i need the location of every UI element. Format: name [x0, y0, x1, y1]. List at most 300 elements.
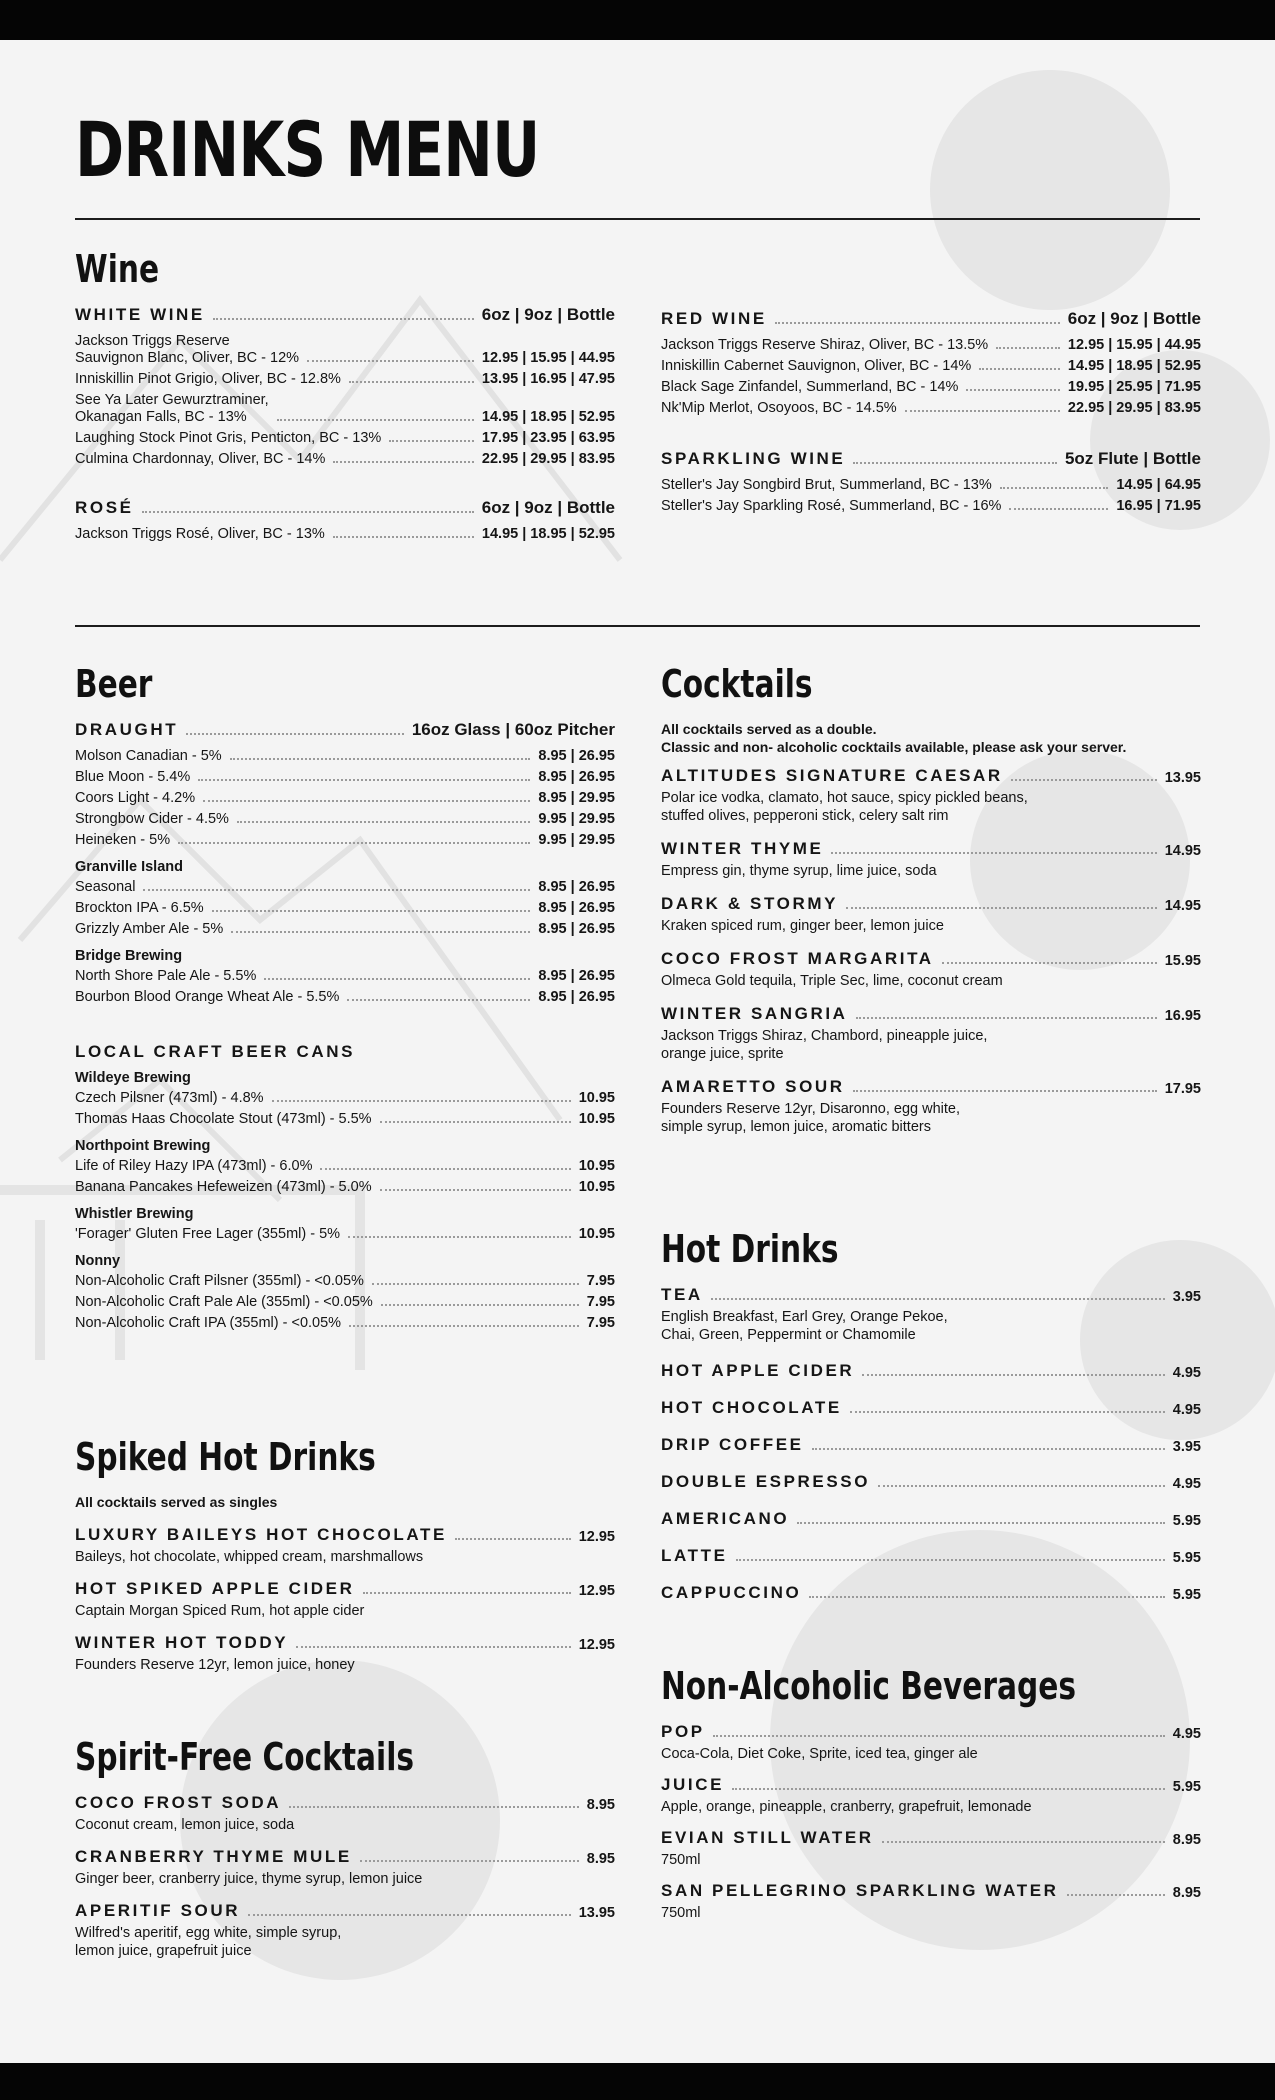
menu-row [75, 968, 615, 985]
dot-leader [850, 1411, 1165, 1413]
menu-row [75, 900, 615, 917]
menu-item [75, 1901, 615, 1960]
item-price: 5.95 [1172, 1513, 1201, 1529]
item-description [661, 1100, 1201, 1136]
dot-leader [856, 1017, 1157, 1019]
dot-leader [143, 889, 530, 891]
menu-item-header [661, 949, 1201, 969]
item-name: LATTE [661, 1546, 728, 1565]
item-name [75, 1294, 373, 1311]
item-name: HOT APPLE CIDER [661, 1361, 855, 1380]
item-name-line: Non-Alcoholic Craft Pale Ale (355ml) - <0.05% [75, 1294, 373, 1310]
item-price: 12.95 [578, 1529, 615, 1545]
menu-item-header [661, 1583, 1201, 1603]
item-name: DOUBLE ESPRESSO [661, 1472, 871, 1491]
item-name: CRANBERRY THYME MULE [75, 1847, 352, 1866]
menu-item [661, 766, 1201, 825]
item-name: EVIAN STILL WATER [661, 1828, 874, 1847]
item-name [661, 379, 958, 396]
dot-leader [349, 1325, 579, 1327]
dot-leader [878, 1485, 1165, 1487]
item-name [75, 769, 190, 786]
size-header: 6oz | 9oz | Bottle [1067, 309, 1201, 328]
item-price: 4.95 [1172, 1476, 1201, 1492]
section-heading-spiked: Spiked Hot Drinks [75, 1435, 376, 1479]
dot-leader [831, 852, 1156, 854]
dot-leader [178, 842, 530, 844]
item-description [661, 1798, 1201, 1816]
item-name-line: Molson Canadian - 5% [75, 748, 222, 764]
item-price: 8.95 | 26.95 [538, 968, 615, 984]
item-price: 16.95 | 71.95 [1116, 498, 1201, 514]
item-name [75, 1179, 372, 1196]
wine-right-column [661, 305, 1201, 519]
item-name [75, 790, 195, 807]
item-description [75, 1602, 615, 1620]
menu-row [75, 1090, 615, 1107]
menu-row [75, 1315, 615, 1332]
dot-leader [1011, 779, 1157, 781]
page-title: DRINKS MENU [75, 105, 540, 194]
item-name: DARK & STORMY [661, 894, 839, 913]
subsection-name: WHITE WINE [75, 305, 205, 324]
item-price: 5.95 [1172, 1779, 1201, 1795]
subsection-header [75, 498, 615, 518]
dot-leader [231, 931, 530, 933]
dot-leader [296, 1646, 571, 1648]
menu-row [661, 400, 1201, 417]
wine-section [75, 245, 615, 547]
item-name [75, 1273, 364, 1290]
menu-item-header [661, 1722, 1201, 1742]
item-price: 14.95 | 64.95 [1116, 477, 1201, 493]
item-name-line: Nk'Mip Merlot, Osoyoos, BC - 14.5% [661, 400, 897, 416]
section-heading-non-alcoholic: Non-Alcoholic Beverages [661, 1664, 1076, 1708]
section-heading-hot-drinks: Hot Drinks [661, 1227, 839, 1271]
dot-leader [979, 368, 1060, 370]
menu-item-header [75, 1525, 615, 1545]
item-name-line: Non-Alcoholic Craft Pilsner (355ml) - <0.05% [75, 1273, 364, 1289]
dot-leader [230, 758, 531, 760]
item-name: CAPPUCCINO [661, 1583, 802, 1602]
cocktails-note [661, 720, 1201, 756]
item-price: 8.95 | 29.95 [538, 790, 615, 806]
menu-item [661, 1722, 1201, 1763]
menu-item-header [75, 1847, 615, 1867]
item-description [661, 972, 1201, 990]
item-name [75, 430, 381, 447]
menu-row [661, 498, 1201, 515]
menu-item [75, 1525, 615, 1566]
item-name-line: Coors Light - 4.2% [75, 790, 196, 806]
section-heading-spirit-free: Spirit-Free Cocktails [75, 1735, 414, 1779]
item-name [75, 1090, 264, 1107]
item-name-line: Culmina Chardonnay, Oliver, BC - 14% [75, 451, 326, 467]
subsection-header [75, 720, 615, 740]
menu-item [661, 1881, 1201, 1922]
item-price: 8.95 | 26.95 [538, 748, 615, 764]
subsection-name: LOCAL CRAFT BEER CANS [75, 1042, 356, 1061]
item-price: 8.95 | 26.95 [538, 769, 615, 785]
item-price: 9.95 | 29.95 [538, 811, 615, 827]
item-description [661, 789, 1201, 825]
dot-leader [272, 1100, 571, 1102]
dot-leader [853, 1090, 1157, 1092]
dot-leader [812, 1448, 1165, 1450]
item-price: 7.95 [586, 1294, 615, 1310]
menu-item [661, 1546, 1201, 1566]
menu-row [661, 379, 1201, 396]
item-description [661, 1027, 1201, 1063]
item-description-line: Jackson Triggs Shiraz, Chambord, pineapple juice, [661, 1028, 988, 1044]
spiked-note: All cocktails served as singles [75, 1494, 278, 1510]
menu-item [661, 839, 1201, 880]
item-name-line: 'Forager' Gluten Free Lager (355ml) - 5% [75, 1226, 341, 1242]
item-price: 9.95 | 29.95 [538, 832, 615, 848]
item-price: 10.95 [578, 1226, 615, 1242]
item-name-line: Grizzly Amber Ale - 5% [75, 921, 224, 937]
dot-leader [882, 1841, 1165, 1843]
dot-leader [360, 1860, 579, 1862]
dot-leader [809, 1596, 1164, 1598]
menu-row [75, 769, 615, 786]
item-price: 13.95 [578, 1905, 615, 1921]
dot-leader [349, 381, 474, 383]
item-name [75, 526, 325, 543]
item-price: 12.95 | 15.95 | 44.95 [1067, 337, 1201, 353]
subsection-header [661, 309, 1201, 329]
item-price: 4.95 [1172, 1365, 1201, 1381]
item-name: LUXURY BAILEYS HOT CHOCOLATE [75, 1525, 447, 1544]
item-name [661, 337, 988, 354]
spirit-free-section [75, 1733, 615, 1973]
menu-item [661, 1004, 1201, 1063]
item-name: TEA [661, 1285, 703, 1304]
brewery-label: Northpoint Brewing [75, 1138, 211, 1154]
menu-row [75, 526, 615, 543]
spiked-hot-drinks-section [75, 1433, 615, 1687]
item-name: COCO FROST MARGARITA [661, 949, 934, 968]
item-description-line: 750ml [661, 1852, 701, 1868]
item-name [75, 371, 341, 388]
menu-item [661, 1285, 1201, 1344]
item-price: 7.95 [586, 1315, 615, 1331]
item-description-line: Polar ice vodka, clamato, hot sauce, spicy pickled beans, [661, 790, 1028, 806]
dot-leader [347, 999, 530, 1001]
menu-row [75, 879, 615, 896]
item-description-line: Chai, Green, Peppermint or Chamomile [661, 1327, 916, 1343]
menu-item [661, 949, 1201, 990]
dot-leader [846, 907, 1157, 909]
section-heading-beer: Beer [75, 662, 153, 706]
dot-leader [996, 347, 1060, 349]
menu-item-header [661, 1285, 1201, 1305]
item-name [661, 400, 897, 417]
beer-section [75, 660, 615, 1336]
item-price: 15.95 [1164, 953, 1201, 969]
item-name: ALTITUDES SIGNATURE CAESAR [661, 766, 1003, 785]
menu-item-header [661, 1546, 1201, 1566]
dot-leader [212, 910, 531, 912]
menu-item-header [661, 1077, 1201, 1097]
menu-item [661, 1435, 1201, 1455]
item-description-line: English Breakfast, Earl Grey, Orange Pekoe, [661, 1309, 948, 1325]
cocktails-note-line-2: Classic and non- alcoholic cocktails available, please ask your server. [661, 739, 1127, 755]
item-description [75, 1870, 615, 1888]
menu-row [75, 790, 615, 807]
menu-row [75, 1294, 615, 1311]
item-price: 8.95 | 26.95 [538, 900, 615, 916]
item-price: 13.95 | 16.95 | 47.95 [481, 371, 615, 387]
item-name-line: Czech Pilsner (473ml) - 4.8% [75, 1090, 264, 1106]
menu-item-header [661, 894, 1201, 914]
brewery-label: Bridge Brewing [75, 948, 183, 964]
dot-leader [797, 1522, 1165, 1524]
menu-page [75, 40, 1200, 2063]
size-header: 16oz Glass | 60oz Pitcher [411, 720, 615, 739]
item-name [75, 811, 229, 828]
item-name-line: Laughing Stock Pinot Gris, Penticton, BC - 13% [75, 430, 382, 446]
item-name: DRIP COFFEE [661, 1435, 804, 1454]
divider [75, 218, 1200, 220]
item-name-line: See Ya Later Gewurztraminer, [75, 392, 269, 408]
item-description [75, 1924, 615, 1960]
brewery-label: Granville Island [75, 859, 183, 875]
dot-leader [381, 1304, 579, 1306]
menu-item [75, 1847, 615, 1888]
item-price: 10.95 [578, 1090, 615, 1106]
dot-leader [713, 1735, 1165, 1737]
menu-row [75, 451, 615, 468]
item-price: 16.95 [1164, 1008, 1201, 1024]
item-price: 14.95 | 18.95 | 52.95 [481, 526, 615, 542]
menu-item [661, 1398, 1201, 1418]
item-name [661, 498, 1001, 515]
item-name-line: Jackson Triggs Reserve Shiraz, Oliver, BC - 13.5% [661, 337, 989, 353]
cocktails-note-line-1: All cocktails served as a double. [661, 721, 877, 737]
item-name [75, 989, 339, 1006]
dot-leader [213, 318, 474, 320]
item-name-line: Thomas Haas Chocolate Stout (473ml) - 5.5% [75, 1111, 372, 1127]
item-name-line: Heineken - 5% [75, 832, 171, 848]
menu-item [661, 1509, 1201, 1529]
item-name [661, 477, 992, 494]
item-name: WINTER THYME [661, 839, 824, 858]
item-description [75, 1548, 615, 1566]
dot-leader [905, 410, 1060, 412]
dot-leader [198, 779, 530, 781]
item-name: COCO FROST SODA [75, 1793, 282, 1812]
item-price: 10.95 [578, 1158, 615, 1174]
item-description [661, 1851, 1201, 1869]
hot-drinks-section [661, 1225, 1201, 1620]
top-bar [0, 0, 1275, 40]
subsection-header [661, 449, 1201, 469]
dot-leader [862, 1374, 1164, 1376]
menu-row [661, 477, 1201, 494]
subsection-name: SPARKLING WINE [661, 449, 846, 468]
dot-leader [711, 1298, 1165, 1300]
item-price: 5.95 [1172, 1587, 1201, 1603]
menu-item-header [75, 1633, 615, 1653]
menu-item [661, 1472, 1201, 1492]
menu-item [661, 894, 1201, 935]
dot-leader [775, 322, 1060, 324]
menu-row [75, 748, 615, 765]
item-description-line: Baileys, hot chocolate, whipped cream, marshmallows [75, 1549, 424, 1565]
section-heading-wine: Wine [75, 247, 160, 291]
brewery-label: Nonny [75, 1253, 121, 1269]
dot-leader [380, 1121, 571, 1123]
item-description-line: Founders Reserve 12yr, lemon juice, honey [75, 1657, 355, 1673]
item-name: APERITIF SOUR [75, 1901, 241, 1920]
dot-leader [333, 461, 474, 463]
menu-item-header [661, 1881, 1201, 1901]
dot-leader [389, 440, 474, 442]
item-name-line: Brockton IPA - 6.5% [75, 900, 204, 916]
menu-row [661, 337, 1201, 354]
menu-item-header [75, 1793, 615, 1813]
item-name [75, 900, 204, 917]
dot-leader [333, 536, 474, 538]
item-name-line: Inniskillin Cabernet Sauvignon, Oliver, BC - 14% [661, 358, 972, 374]
item-name-line: Steller's Jay Sparkling Rosé, Summerland, BC - 16% [661, 498, 1002, 514]
item-name: HOT CHOCOLATE [661, 1398, 842, 1417]
item-name: AMARETTO SOUR [661, 1077, 845, 1096]
menu-item-header [661, 1509, 1201, 1529]
item-name: POP [661, 1722, 705, 1741]
dot-leader [203, 800, 530, 802]
dot-leader [455, 1538, 571, 1540]
subsection-name: RED WINE [661, 309, 767, 328]
dot-leader [248, 1914, 571, 1916]
item-price: 4.95 [1172, 1402, 1201, 1418]
item-name [661, 358, 971, 375]
menu-row [75, 430, 615, 447]
subsection-name: ROSÉ [75, 498, 134, 517]
item-description-line: stuffed olives, pepperoni stick, celery salt rim [661, 808, 949, 824]
item-name: HOT SPIKED APPLE CIDER [75, 1579, 355, 1598]
dot-leader [942, 962, 1157, 964]
item-name-line: Blue Moon - 5.4% [75, 769, 191, 785]
section-heading-cocktails: Cocktails [661, 662, 813, 706]
menu-row [75, 1226, 615, 1243]
brewery-label: Whistler Brewing [75, 1206, 194, 1222]
item-description-line: Apple, orange, pineapple, cranberry, grapefruit, lemonade [661, 1799, 1032, 1815]
menu-item-header [661, 1004, 1201, 1024]
menu-row [75, 333, 615, 367]
cocktails-section [661, 660, 1201, 1150]
item-price: 4.95 [1172, 1726, 1201, 1742]
item-name-line: Steller's Jay Songbird Brut, Summerland, BC - 13% [661, 477, 992, 493]
item-price: 12.95 | 15.95 | 44.95 [481, 350, 615, 366]
item-name-line: Jackson Triggs Rosé, Oliver, BC - 13% [75, 526, 325, 542]
item-price: 13.95 [1164, 770, 1201, 786]
item-description-line: Coconut cream, lemon juice, soda [75, 1817, 295, 1833]
dot-leader [277, 419, 474, 421]
dot-leader [307, 360, 474, 362]
dot-leader [320, 1168, 570, 1170]
dot-leader [966, 389, 1060, 391]
item-description [75, 1816, 615, 1834]
item-name-line: Inniskillin Pinot Grigio, Oliver, BC - 12.8% [75, 371, 341, 387]
item-price: 10.95 [578, 1111, 615, 1127]
dot-leader [264, 978, 530, 980]
item-name-line: Strongbow Cider - 4.5% [75, 811, 229, 827]
item-name [75, 1111, 372, 1128]
menu-item [661, 1077, 1201, 1136]
menu-row [75, 1179, 615, 1196]
menu-item [661, 1583, 1201, 1603]
item-description [75, 1656, 615, 1674]
item-description-line: simple syrup, lemon juice, aromatic bitters [661, 1119, 931, 1135]
dot-leader [348, 1236, 571, 1238]
dot-leader [736, 1559, 1165, 1561]
brewery-label: Wildeye Brewing [75, 1070, 191, 1086]
item-price: 14.95 [1164, 843, 1201, 859]
menu-item [75, 1793, 615, 1834]
menu-row [75, 371, 615, 388]
item-name: WINTER SANGRIA [661, 1004, 848, 1023]
item-name [75, 1315, 341, 1332]
item-price: 8.95 | 26.95 [538, 879, 615, 895]
item-description-line: Empress gin, thyme syrup, lime juice, soda [661, 863, 937, 879]
item-name [75, 392, 269, 426]
bottom-bar [0, 2063, 1275, 2100]
item-name-line: Sauvignon Blanc, Oliver, BC - 12% [75, 350, 300, 366]
item-description-line: orange juice, sprite [661, 1046, 784, 1062]
dot-leader [1009, 508, 1108, 510]
subsection-name: DRAUGHT [75, 720, 179, 739]
menu-row [661, 358, 1201, 375]
menu-item-header [661, 1775, 1201, 1795]
size-header: 5oz Flute | Bottle [1064, 449, 1201, 468]
menu-item-header [75, 1901, 615, 1921]
subsection-header [75, 1042, 615, 1062]
item-price: 5.95 [1172, 1550, 1201, 1566]
item-price: 12.95 [578, 1583, 615, 1599]
item-name: AMERICANO [661, 1509, 790, 1528]
item-name [75, 968, 256, 985]
item-price: 8.95 [1172, 1885, 1201, 1901]
item-price: 8.95 [586, 1797, 615, 1813]
menu-item-header [75, 1579, 615, 1599]
menu-row [75, 989, 615, 1006]
menu-row [75, 1111, 615, 1128]
item-price: 17.95 [1164, 1081, 1201, 1097]
item-price: 8.95 [1172, 1832, 1201, 1848]
item-name: JUICE [661, 1775, 725, 1794]
dot-leader [1067, 1894, 1165, 1896]
menu-item-header [661, 1398, 1201, 1418]
item-description-line: 750ml [661, 1905, 701, 1921]
dot-leader [363, 1592, 571, 1594]
item-name-line: Jackson Triggs Reserve [75, 333, 230, 349]
item-price: 8.95 [586, 1851, 615, 1867]
menu-row [75, 392, 615, 426]
dot-leader [853, 462, 1057, 464]
item-price: 22.95 | 29.95 | 83.95 [1067, 400, 1201, 416]
item-price: 14.95 [1164, 898, 1201, 914]
item-name: SAN PELLEGRINO SPARKLING WATER [661, 1881, 1059, 1900]
divider [75, 625, 1200, 627]
item-description [661, 1904, 1201, 1922]
item-description-line: Coca-Cola, Diet Coke, Sprite, iced tea, ginger ale [661, 1746, 978, 1762]
menu-item-header [661, 1435, 1201, 1455]
size-header: 6oz | 9oz | Bottle [481, 305, 615, 324]
item-name [75, 748, 222, 765]
item-description [661, 862, 1201, 880]
